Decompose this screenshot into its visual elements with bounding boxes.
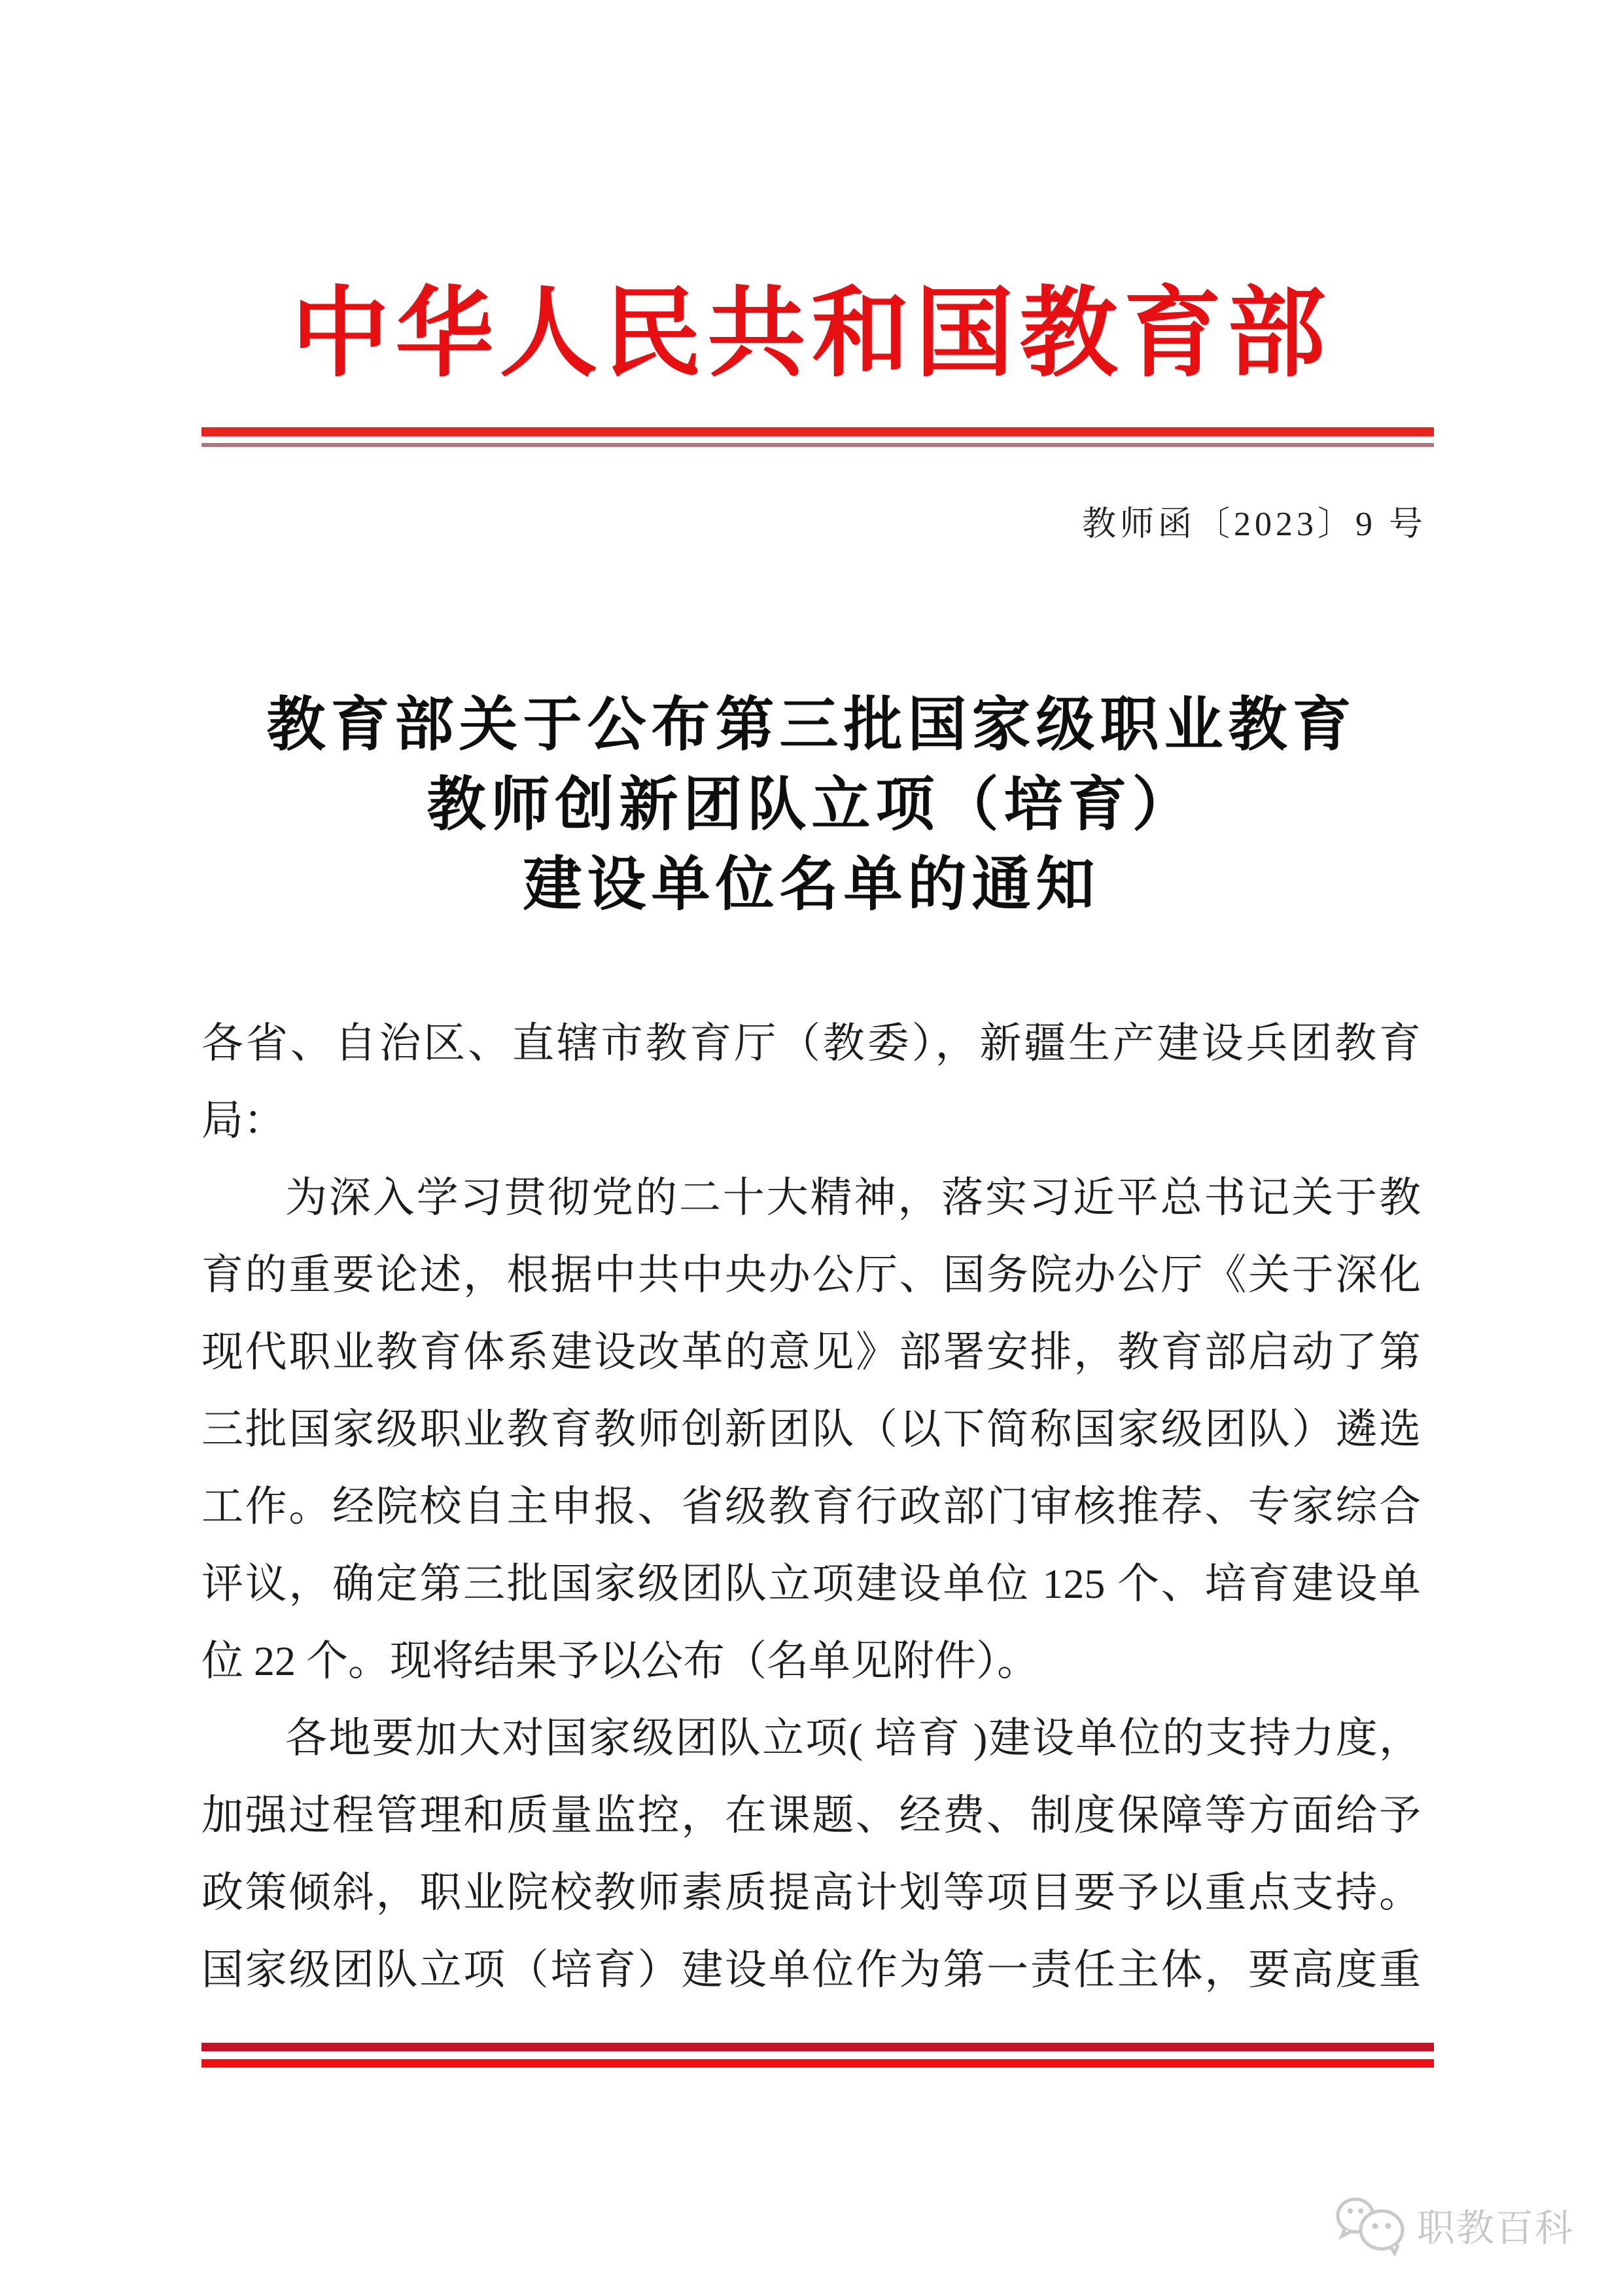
watermark-label: 职教百科 [1417,2207,1575,2250]
wechat-icon [1333,2193,1412,2256]
body-line: 各省、自治区、直辖市教育厅（教委），新疆生产建设兵团教育 [201,1020,1421,1067]
header-rule-thick [201,427,1434,436]
body-line: 国家级团队立项（培育）建设单位作为第一责任主体，要高度重 [201,1947,1421,1993]
body-line: 现代职业教育体系建设改革的意见》部署安排，教育部启动了第 [201,1329,1421,1375]
body-line: 工作。经院校自主申报、省级教育行政部门审核推荐、专家综合 [201,1483,1421,1530]
body-line: 位 22 个。现将结果予以公布（名单见附件）。 [201,1638,1039,1684]
body-line: 育的重要论述，根据中共中央办公厅、国务院办公厅《关于深化 [201,1252,1421,1298]
document-body [201,1005,1421,2009]
footer-rule-dark [201,2043,1434,2051]
body-line: 为深入学习贯彻党的二十大精神，落实习近平总书记关于教 [285,1174,1421,1221]
body-line: 局： [201,1097,285,1144]
document-title-line: 教师创新团队立项（培育） [427,773,1196,838]
body-line: 政策倾斜，职业院校教师素质提高计划等项目要予以重点支持。 [201,1869,1421,1916]
header-rule-thin [201,443,1434,447]
ministry-header: 中华人民共和国教育部 [291,280,1332,389]
body-line: 各地要加大对国家级团队立项( 培育 )建设单位的支持力度， [285,1715,1421,1761]
body-line: 三批国家级职业教育教师创新团队（以下简称国家级团队）遴选 [201,1406,1421,1453]
body-line: 加强过程管理和质量监控，在课题、经费、制度保障等方面给予 [201,1792,1421,1839]
document-title-line: 建设单位名单的通知 [523,853,1100,917]
footer-rule-bright [201,2059,1434,2068]
document-title [0,686,1623,925]
watermark [1333,2193,1574,2256]
body-line: 评议，确定第三批国家级团队立项建设单位 125 个、培育建设单 [201,1561,1421,1607]
doc-number: 教师函〔2023〕9 号 [1081,506,1427,543]
document-title-line: 教育部关于公布第三批国家级职业教育 [266,693,1357,758]
